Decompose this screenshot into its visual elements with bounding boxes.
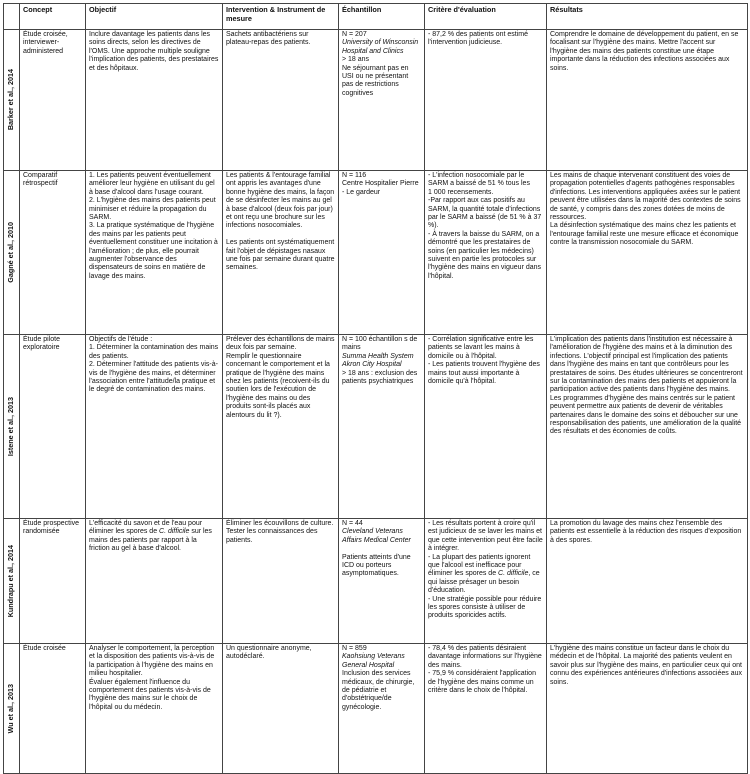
- critere-cell: [425, 171, 547, 335]
- echantillon-text: N = 100 échantillon s de mains: [342, 336, 418, 352]
- resultats-text: Les mains de chaque intervenant constituent des voies de propagation potentielles d'agents pathogènes responsables d'infections. Les interventions appliquées axées sur le patient peuvent être utilisées dans la majorité des contextes de soins de santé, y compris dans des zones dotées de moins de ressources. La désinfection systématique des mains chez les patients et l'entourage familial reste une mesure efficace et économique contre la transmission nosocomiale du SARM.: [550, 172, 741, 247]
- table-row: [4, 30, 748, 171]
- echantillon-cell: [339, 519, 425, 644]
- intervention-text: Un questionnaire anonyme, autodéclaré.: [226, 645, 312, 661]
- author-cell: [4, 335, 20, 519]
- resultats-cell: [547, 644, 748, 774]
- critere-cell: [425, 644, 547, 774]
- header-intervention: Intervention & Instrument de mesure: [223, 4, 339, 30]
- echantillon-text: N = 44: [342, 520, 363, 527]
- author-cell: [4, 171, 20, 335]
- critere-organism: C. difficile: [498, 570, 529, 578]
- author-label: Barker et al., 2014: [6, 69, 16, 131]
- concept-cell: [20, 171, 86, 335]
- resultats-text: Comprendre le domaine de développement du patient, en se focalisant sur l'hygiène des mains. Mettre l'accent sur l'hygiène des mains des patients constitue une étape importante dans la réduction des infections associées aux soins.: [550, 31, 739, 72]
- echantillon-text: N = 116 Centre Hospitalier Pierre - Le gardeur: [342, 172, 419, 196]
- objectif-cell: [86, 171, 223, 335]
- objectif-cell: [86, 30, 223, 171]
- header-author: [4, 4, 20, 30]
- author-cell: [4, 519, 20, 644]
- table-row: [4, 644, 748, 774]
- resultats-text: L'hygiène des mains constitue un facteur dans le choix du médecin et de l'hôpital. La majorité des patients veulent en savoir plus sur l'hygiène des mains, en particulier ceux qui ont connu des expériences antérieures d'infections associées aux soins.: [550, 645, 743, 686]
- critere-text: - 87,2 % des patients ont estimé l'intervention judicieuse.: [428, 31, 528, 47]
- echantillon-cell: [339, 644, 425, 774]
- echantillon-criteria: > 18 ans : exclusion des patients psychiatriques: [342, 369, 418, 386]
- header-concept: Concept: [20, 4, 86, 30]
- objectif-cell: [86, 519, 223, 644]
- author-label: Istene et al., 2013: [6, 396, 16, 457]
- header-resultats: Résultats: [547, 4, 748, 30]
- header-critere: Critère d'évaluation: [425, 4, 547, 30]
- objectif-cell: [86, 644, 223, 774]
- objectif-text: L'efficacité du savon et de l'eau pour éliminer les spores de: [89, 520, 203, 536]
- author-label: Kundrapu et al., 2014: [6, 544, 16, 618]
- resultats-cell: [547, 335, 748, 519]
- resultats-cell: [547, 30, 748, 171]
- critere-text-end: , ce qui laisse présager un besoin d'éducation. - Une stratégie possible pour réduire les spores consiste à utiliser de produits sporicides actifs.: [428, 570, 542, 620]
- intervention-text: Les patients & l'entourage familial ont appris les avantages d'une bonne hygiène des mains, la façon de se désinfecter les mains au gel à base d'alcool (deux fois par jour) et ont reçu une brochure sur les infections nosocomiales. Les patients ont systématiquement fait l'objet de dépistages nasaux une fois par semaine durant quatre semaines.: [226, 172, 335, 272]
- concept-text: Étude croisée, interviewer-administered: [23, 31, 68, 55]
- critere-text: - Les résultats portent à croire qu'il est judicieux de se laver les mains et que cette intervention peut être facile à intégrer. - La plupart des patients ignorent que l'alcool est inefficace pour éliminer les spores de: [428, 520, 543, 578]
- critere-cell: [425, 30, 547, 171]
- author-label: Wu et al., 2013: [6, 683, 16, 734]
- objectif-text: 1. Les patients peuvent éventuellement améliorer leur hygiène en utilisant du gel à base d'alcool dans l'usage courant. 2. L'hygiène des mains des patients peut minimiser et réduire la propagation du SARM. 3. La pratique systématique de l'hygiène des mains par les patients peut éventuellement constituer une incitation à l'amélioration ; de plus, elle pourrait augmenter l'observance des dispensateurs de soins en matière de lavage des mains.: [89, 172, 218, 280]
- author-cell: [4, 644, 20, 774]
- table-row: [4, 519, 748, 644]
- author-label: Gagné et al., 2010: [6, 222, 16, 283]
- echantillon-cell: [339, 335, 425, 519]
- author-cell: [4, 30, 20, 171]
- header-row: [4, 4, 748, 30]
- intervention-text: Prélever des échantillons de mains deux fois par semaine. Remplir le questionnaire concernant le comportement et la pratique de l'hygiène des mains chez les patients (recoivent-ils du soutien lors de l'exécution de l'hygiène des mains ou des produits sont-ils placés aux alentours du lit ?).: [226, 336, 335, 419]
- echantillon-criteria: Patients atteints d'une ICD ou porteurs asymptomatiques.: [342, 553, 411, 578]
- echantillon-site: Kaohsiung Veterans General Hospital: [342, 653, 405, 669]
- critere-text: - 78,4 % des patients désiraient davantage informations sur l'hygiène des mains. - 75,9 % considéraient l'application de l'hygiène des mains comme un critère dans le choix de l'hôpital.: [428, 645, 542, 695]
- critere-text: - Corrélation significative entre les patients se lavant les mains à domicile ou à l'hôpital. - Les patients trouvent l'hygiène des mains tout aussi importante à domicile qu'à l'hôpital.: [428, 336, 540, 386]
- header-objectif: Objectif: [86, 4, 223, 30]
- concept-text: Étude pilote exploratoire: [23, 336, 60, 352]
- concept-cell: [20, 519, 86, 644]
- concept-cell: [20, 335, 86, 519]
- resultats-cell: [547, 171, 748, 335]
- echantillon-text: N = 207: [342, 31, 367, 38]
- critere-cell: [425, 519, 547, 644]
- echantillon-site: Summa Health System Akron City Hospital: [342, 352, 414, 369]
- intervention-cell: [223, 335, 339, 519]
- objectif-text-end: sur les mains des patients par rapport à la friction au gel à base d'alcool.: [89, 528, 212, 553]
- intervention-text: Éliminer les écouvillons de culture. Tester les connaissances des patients.: [226, 520, 334, 544]
- echantillon-criteria: > 18 ans Ne séjournant pas en USI ou ne présentant pas de restrictions cognitives: [342, 56, 409, 97]
- echantillon-text: N = 859: [342, 645, 367, 652]
- objectif-text: Objectifs de l'étude : 1. Déterminer la contamination des mains des patients. 2. Déterminer l'attitude des patients vis-à-vis de l'hygiène des mains, et déterminer l'association entre l'attitude/la pratique et le degré de contamination des mains.: [89, 336, 219, 394]
- echantillon-site: University of Winsconsin Hospital and Clinics: [342, 39, 419, 55]
- objectif-organism: C. difficile: [159, 528, 190, 536]
- echantillon-site: Cleveland Veterans Affairs Medical Center: [342, 528, 411, 544]
- concept-text: Comparatif rétrospectif: [23, 172, 58, 188]
- concept-text: Étude prospective randomisée: [23, 520, 80, 536]
- concept-cell: [20, 30, 86, 171]
- resultats-cell: [547, 519, 748, 644]
- echantillon-criteria: Inclusion des services médicaux, de chirurgie, de pédiatrie et d'obstétrique/de gynécologie.: [342, 670, 415, 711]
- resultats-text: La promotion du lavage des mains chez l'ensemble des patients est essentielle à la réduction des risques d'exposition à des spores.: [550, 520, 742, 544]
- concept-text: Étude croisée: [23, 645, 66, 652]
- literature-review-table: [3, 3, 748, 774]
- critere-text: - L'infection nosocomiale par le SARM a baissé de 51 % tous les 1 000 recensements. -Par rapport aux cas positifs au SARM, la quantité totale d'infections par le SARM a baissé (de 51 % à 37 %). - À travers la baisse du SARM, on a démontré que les prestataires de soins (en particulier les médecins) suivent en partie les protocoles sur l'hygiène des mains en vigueur dans l'hôpital.: [428, 172, 542, 280]
- objectif-cell: [86, 335, 223, 519]
- intervention-cell: [223, 519, 339, 644]
- intervention-cell: [223, 30, 339, 171]
- table-row: [4, 335, 748, 519]
- resultats-text: L'implication des patients dans l'institution est nécessaire à l'amélioration de l'hygiène des mains et à la diminution des infections. L'objectif principal est l'implication des patients dans l'hygiène des mains en tant que contrôleurs pour les prestataires de soins. Des études ultérieures se concentreront sur la contamination des mains des patients et appuieront la participation active des patients dans l'hygiène des mains. Les programmes d'hygiène des mains centrés sur le patient peuvent permettre aux patients de devenir de véritables partenaires dans le domaine des soins et déboucher sur une responsabilisation des patients, une amélioration de la qualité des résultats et des économies de coûts.: [550, 336, 743, 436]
- intervention-cell: [223, 644, 339, 774]
- echantillon-cell: [339, 171, 425, 335]
- header-echantillon: Échantillon: [339, 4, 425, 30]
- intervention-text: Sachets antibactériens sur plateau-repas des patients.: [226, 31, 311, 47]
- objectif-text: Inclure davantage les patients dans les soins directs, selon les directives de l'OMS. Une approche multiple souligne l'implication des patients, des prestataires et des hôpitaux.: [89, 31, 219, 72]
- concept-cell: [20, 644, 86, 774]
- objectif-text: Analyser le comportement, la perception et la disposition des patients vis-à-vis de la participation à l'hygiène des mains en milieu hospitalier. Évaluer également l'influence du comportement des patients vis-à-vis de l'hygiène des mains sur le choix de l'hôpital ou du médecin.: [89, 645, 215, 711]
- intervention-cell: [223, 171, 339, 335]
- critere-cell: [425, 335, 547, 519]
- echantillon-cell: [339, 30, 425, 171]
- table-row: [4, 171, 748, 335]
